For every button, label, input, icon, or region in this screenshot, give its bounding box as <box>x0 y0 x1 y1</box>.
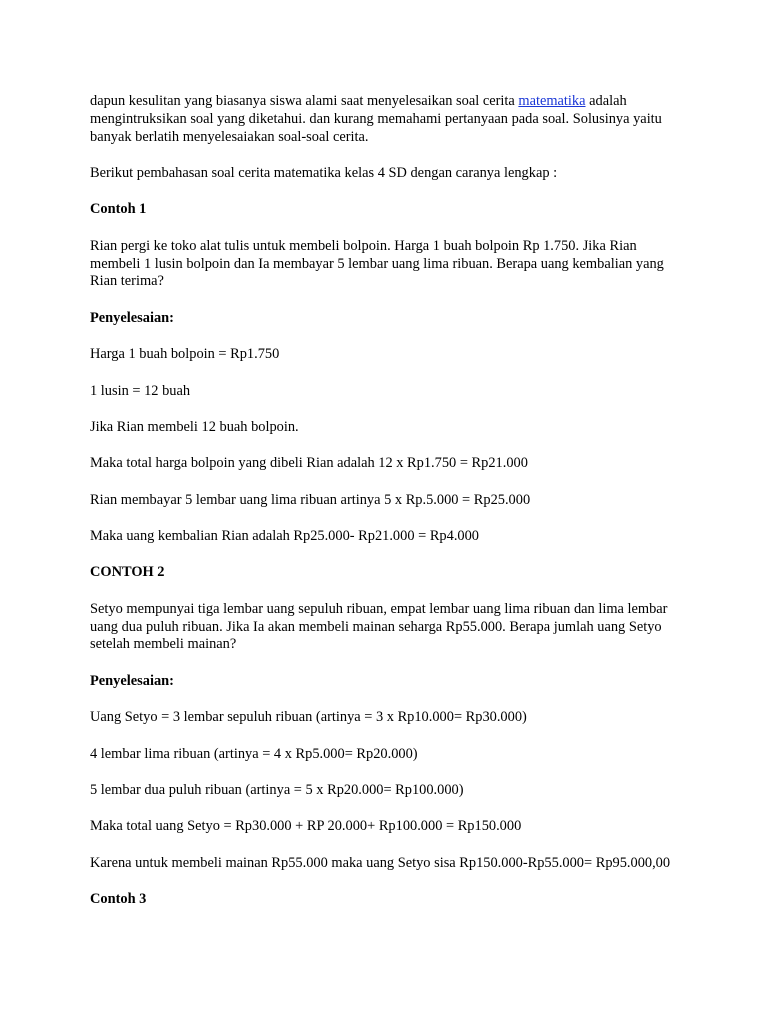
example-2-step: 4 lembar lima ribuan (artinya = 4 x Rp5.000= Rp20.000) <box>90 745 418 762</box>
intro-text-before-link: dapun kesulitan yang biasanya siswa alami saat menyelesaikan soal cerita <box>90 93 519 109</box>
matematika-link[interactable]: matematika <box>518 93 586 109</box>
example-2-step: Uang Setyo = 3 lembar sepuluh ribuan (artinya = 3 x Rp10.000= Rp30.000) <box>90 709 527 726</box>
intro-paragraph <box>90 93 690 146</box>
example-2-solution-heading: Penyelesaian: <box>90 672 174 689</box>
example-2-question: Setyo mempunyai tiga lembar uang sepuluh ribuan, empat lembar uang lima ribuan dan lima lembar uang dua puluh ribuan. Jika Ia akan membeli mainan seharga Rp55.000. Berapa jumlah uang Setyo setelah membeli mainan? <box>90 600 668 653</box>
example-1-step: Jika Rian membeli 12 buah bolpoin. <box>90 418 299 435</box>
example-1-step: Maka uang kembalian Rian adalah Rp25.000- Rp21.000 = Rp4.000 <box>90 528 480 545</box>
lead-paragraph: Berikut pembahasan soal cerita matematika kelas 4 SD dengan caranya lengkap : <box>90 164 558 181</box>
document-page <box>90 93 690 928</box>
example-1-question: Rian pergi ke toko alat tulis untuk membeli bolpoin. Harga 1 buah bolpoin Rp 1.750. Jika Rian membeli 1 lusin bolpoin dan Ia membayar 5 lembar uang lima ribuan. Berapa uang kembalian yang Rian terima? <box>90 237 664 290</box>
example-1-step: Rian membayar 5 lembar uang lima ribuan artinya 5 x Rp.5.000 = Rp25.000 <box>90 491 531 508</box>
example-1-step: Harga 1 buah bolpoin = Rp1.750 <box>90 346 280 363</box>
example-1-solution-heading: Penyelesaian: <box>90 309 174 326</box>
example-2-step: Karena untuk membeli mainan Rp55.000 maka uang Setyo sisa Rp150.000-Rp55.000= Rp95.000,00 <box>90 854 671 871</box>
example-2-step: Maka total uang Setyo = Rp30.000 + RP 20.000+ Rp100.000 = Rp150.000 <box>90 818 522 835</box>
example-2-heading: CONTOH 2 <box>90 564 165 581</box>
example-1-heading: Contoh 1 <box>90 201 147 218</box>
example-2-step: 5 lembar dua puluh ribuan (artinya = 5 x Rp20.000= Rp100.000) <box>90 782 464 799</box>
example-1-step: 1 lusin = 12 buah <box>90 382 191 399</box>
intro-text-after-link: adalah mengintruksikan soal yang diketahui. dan kurang memahami pertanyaan pada soal. Solusinya yaitu banyak berlatih menyelesaiakan soal-soal cerita. <box>90 93 662 145</box>
example-3-heading: Contoh 3 <box>90 891 147 908</box>
example-1-step: Maka total harga bolpoin yang dibeli Rian adalah 12 x Rp1.750 = Rp21.000 <box>90 455 528 472</box>
